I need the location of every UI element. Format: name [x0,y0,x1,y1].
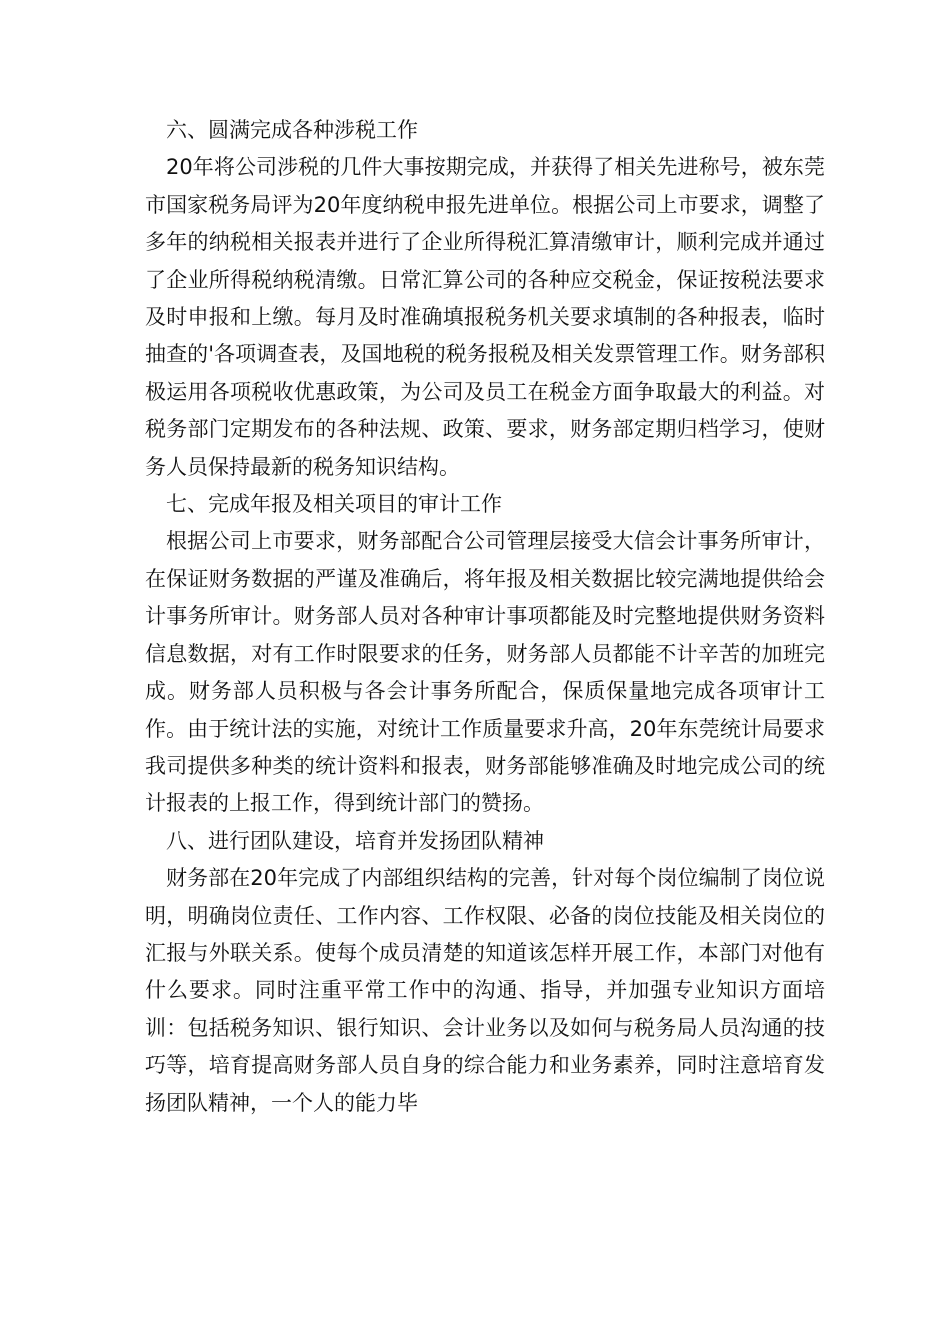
section-8-heading: 八、进行团队建设，培育并发扬团队精神 [166,828,544,853]
section-6-heading: 六、圆满完成各种涉税工作 [166,118,418,142]
document-body [145,112,825,1122]
section-6-paragraph: 20年将公司涉税的几件大事按期完成，并获得了相关先进称号，被东莞市国家税务局评为20年度纳税申报先进单位。根据公司上市要求，调整了多年的纳税相关报表并进行了企业所得税汇算清缴审计，顺利完成并通过了企业所得税纳税清缴。日常汇算公司的各种应交税金，保证按税法要求及时申报和上缴。每月及时准确填报税务机关要求填制的各种报表，临时抽查的'各项调查表，及国地税的税务报税及相关发票管理工作。财务部积极运用各项税收优惠政策，为公司及员工在税金方面争取最大的利益。对税务部门定期发布的各种法规、政策、要求，财务部定期归档学习，使财务人员保持最新的税务知识结构。 [145,155,825,479]
section-7-heading: 七、完成年报及相关项目的审计工作 [166,492,502,517]
section-8-paragraph: 财务部在20年完成了内部组织结构的完善，针对每个岗位编制了岗位说明，明确岗位责任、工作内容、工作权限、必备的岗位技能及相关岗位的汇报与外联关系。使每个成员清楚的知道该怎样开展工作，本部门对他有什么要求。同时注重平常工作中的沟通、指导，并加强专业知识方面培训：包括税务知识、银行知识、会计业务以及如何与税务局人员沟通的技巧等，培育提高财务部人员自身的综合能力和业务素养，同时注意培育发扬团队精神，一个人的能力毕 [145,866,825,1115]
section-7-paragraph: 根据公司上市要求，财务部配合公司管理层接受大信会计事务所审计，在保证财务数据的严谨及准确后，将年报及相关数据比较完满地提供给会计事务所审计。财务部人员对各种审计事项都能及时完整地提供财务资料信息数据，对有工作时限要求的任务，财务部人员都能不计辛苦的加班完成。财务部人员积极与各会计事务所配合，保质保量地完成各项审计工作。由于统计法的实施，对统计工作质量要求升高，20年东莞统计局要求我司提供多种类的统计资料和报表，财务部能够准确及时地完成公司的统计报表的上报工作，得到统计部门的赞扬。 [145,529,825,816]
